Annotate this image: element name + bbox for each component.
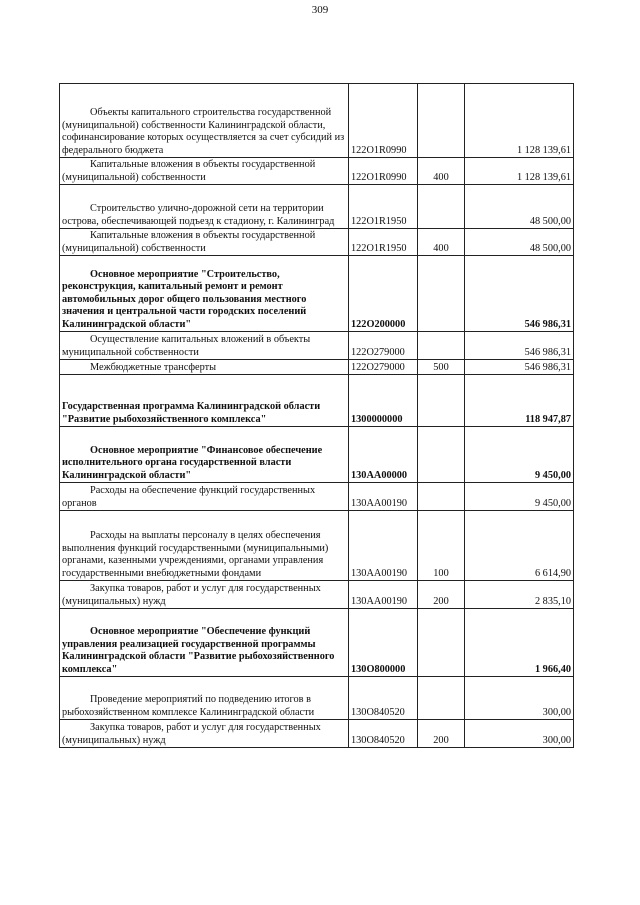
row-vr [418,84,465,158]
row-name: Межбюджетные трансферты [90,361,217,373]
row-sum: 9 450,00 [465,427,574,483]
row-sum: 300,00 [465,720,574,748]
table-row [60,256,574,332]
row-vr: 100 [418,511,465,581]
row-code: 130O840520 [349,677,418,720]
table-row [60,332,574,360]
row-name: Основное мероприятие "Финансовое обеспечение исполнительного органа государственной власти Калининградской области" [62,444,323,481]
table-row [60,158,574,185]
row-vr: 400 [418,158,465,185]
row-sum: 2 835,10 [465,581,574,609]
row-vr [418,256,465,332]
row-code: 122O1R1950 [349,185,418,229]
row-vr [418,332,465,360]
table-row [60,360,574,375]
table-row [60,427,574,483]
row-name: Основное мероприятие "Обеспечение функций управления реализацией государственной программы Калининградской области "Развитие рыбохозяйственного комплекса" [62,626,335,675]
row-sum: 48 500,00 [465,229,574,256]
row-sum: 1 128 139,61 [465,158,574,185]
budget-table [59,83,574,748]
table-row [60,609,574,677]
row-name: Основное мероприятие "Строительство, реконструкция, капитальный ремонт и ремонт автомобильных дорог общего пользования местного значения и центральной части городских поселений Калининградской области" [62,268,307,330]
table-row [60,581,574,609]
table-row [60,720,574,748]
row-code: 130O800000 [349,609,418,677]
row-name: Капитальные вложения в объекты государственной (муниципальной) собственности [62,159,316,183]
table-row [60,84,574,158]
row-name: Расходы на выплаты персоналу в целях обеспечения выполнения функций государственными (муниципальными) органами, казенными учреждениями, органами управления государственными внебюджетными фондами [62,530,329,579]
row-code: 122O1R0990 [349,84,418,158]
row-vr [418,483,465,511]
row-sum: 1 128 139,61 [465,84,574,158]
table-row [60,511,574,581]
row-sum: 6 614,90 [465,511,574,581]
table-row [60,677,574,720]
row-vr [418,609,465,677]
row-code: 122O279000 [349,360,418,375]
row-code: 130АА00190 [349,581,418,609]
row-vr [418,677,465,720]
row-name: Расходы на обеспечение функций государственных органов [62,485,316,509]
row-name: Государственная программа Калининградской области "Развитие рыбохозяйственного комплекса" [62,401,321,425]
row-vr: 200 [418,720,465,748]
row-code: 122O279000 [349,332,418,360]
row-vr [418,375,465,427]
page-number: 309 [311,4,329,16]
table-row [60,229,574,256]
row-sum: 118 947,87 [465,375,574,427]
row-vr [418,185,465,229]
row-code: 130O840520 [349,720,418,748]
row-code: 130АА00190 [349,483,418,511]
row-code: 1300000000 [349,375,418,427]
row-code: 130АА00000 [349,427,418,483]
row-sum: 300,00 [465,677,574,720]
row-sum: 9 450,00 [465,483,574,511]
row-code: 122O200000 [349,256,418,332]
row-sum: 546 986,31 [465,332,574,360]
table-row [60,483,574,511]
row-vr: 200 [418,581,465,609]
row-name: Осуществление капитальных вложений в объекты муниципальной собственности [62,334,311,358]
row-name: Строительство улично-дорожной сети на территории острова, обеспечивающей подъезд к стадиону, г. Калининград [62,203,335,227]
row-code: 122O1R1950 [349,229,418,256]
row-name: Закупка товаров, работ и услуг для государственных (муниципальных) нужд [62,583,321,607]
row-name: Капитальные вложения в объекты государственной (муниципальной) собственности [62,230,316,254]
row-name: Закупка товаров, работ и услуг для государственных (муниципальных) нужд [62,722,321,746]
row-vr: 500 [418,360,465,375]
table-row [60,185,574,229]
row-vr [418,427,465,483]
row-vr: 400 [418,229,465,256]
row-name: Проведение мероприятий по подведению итогов в рыбохозяйственном комплексе Калининградской области [62,694,315,718]
row-sum: 546 986,31 [465,256,574,332]
table-row [60,375,574,427]
row-name: Объекты капитального строительства государственной (муниципальной) собственности Калининградской области, софинансирование которых осуществляется за счет субсидий из федерального бюджета [62,107,345,156]
row-code: 122O1R0990 [349,158,418,185]
row-sum: 1 966,40 [465,609,574,677]
row-code: 130АА00190 [349,511,418,581]
row-sum: 48 500,00 [465,185,574,229]
row-sum: 546 986,31 [465,360,574,375]
